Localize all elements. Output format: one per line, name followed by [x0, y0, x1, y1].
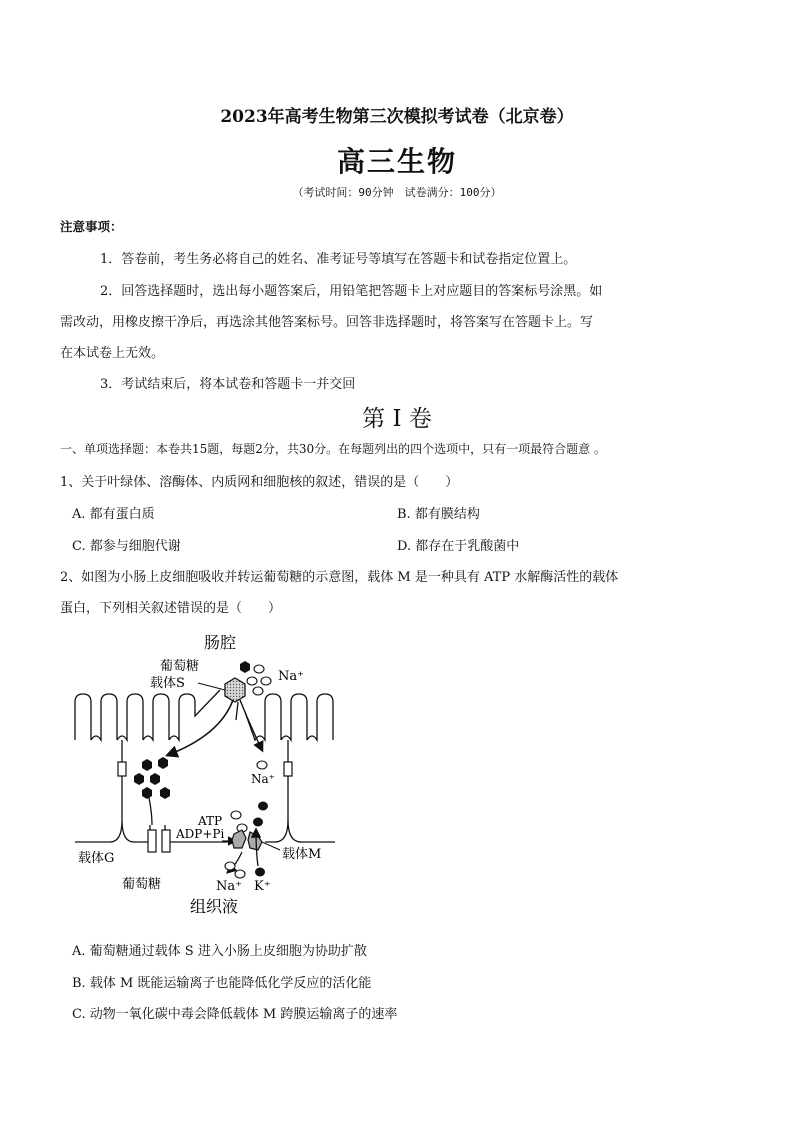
- k-ion-out: [255, 868, 265, 877]
- carrier-s-label: 载体S: [150, 676, 185, 691]
- q2-option-b: B. 载体 M 既能运输离子也能降低化学反应的活化能: [72, 976, 372, 991]
- carrier-g-left: [148, 830, 156, 852]
- atp-label: ATP: [198, 814, 223, 828]
- q1-stem: 1、关于叶绿体、溶酶体、内质网和细胞核的叙述，错误的是（ ）: [60, 475, 459, 490]
- tissue-fluid-label: 组织液: [190, 897, 239, 916]
- q2-stem-2: 蛋白，下列相关叙述错误的是（ ）: [60, 601, 282, 616]
- na-entry-arrow: [240, 700, 262, 750]
- glucose-top: [240, 661, 250, 673]
- note-3: 3．考试结束后，将本试卷和答题卡一并交回: [100, 377, 356, 392]
- lumen-label: 肠腔: [204, 633, 237, 652]
- apical-membrane: [75, 690, 333, 740]
- glucose-in-1: [142, 759, 152, 771]
- subject-title: 高三生物: [336, 145, 457, 178]
- notes-heading: 注意事项：: [60, 219, 123, 234]
- glucose-bottom-label: 葡萄糖: [122, 877, 162, 892]
- na-ion-top-1: [254, 665, 264, 673]
- q1-option-c: C. 都参与细胞代谢: [72, 539, 181, 554]
- adp-label: ADP+Pi: [176, 827, 225, 841]
- glucose-top-label: 葡萄糖: [160, 659, 200, 674]
- na-mid-label: Na⁺: [251, 772, 275, 786]
- na-ion-out-1: [225, 862, 235, 870]
- glucose-in-3: [134, 773, 144, 785]
- note-2: 2．回答选择题时，选出每小题答案后，用铅笔把答题卡上对应题目的答案标号涂黑。如: [100, 284, 603, 299]
- q2-option-c: C. 动物一氧化碳中毒会降低载体 M 跨膜运输离子的速率: [72, 1007, 398, 1022]
- glucose-in-2: [158, 757, 168, 769]
- carrier-g-label: 载体G: [78, 851, 115, 866]
- glucose-in-4: [150, 773, 160, 785]
- exam-meta: （考试时间：90分钟 试卷满分：100分）: [292, 186, 502, 199]
- note-1: 1．答卷前，考生务必将自己的姓名、准考证号等填写在答题卡和试卷指定位置上。: [100, 252, 577, 267]
- cell-transport-diagram: [70, 620, 370, 920]
- carrier-g-right: [162, 830, 170, 852]
- q2-option-a: A. 葡萄糖通过载体 S 进入小肠上皮细胞为协助扩散: [72, 944, 367, 959]
- na-ion-top-4: [253, 687, 263, 695]
- section-title: 第 I 卷: [362, 406, 432, 432]
- q2-stem-1: 2、如图为小肠上皮细胞吸收并转运葡萄糖的示意图，载体 M 是一种具有 ATP 水解酶活性的载体: [60, 570, 619, 585]
- k-ion-m-1: [258, 802, 268, 811]
- na-ion-out-2: [235, 870, 245, 878]
- k-bottom-label: K⁺: [254, 879, 271, 894]
- q1-option-a: A. 都有蛋白质: [72, 507, 155, 522]
- exam-title: 2023年高考生物第三次模拟考试卷（北京卷）: [220, 107, 574, 127]
- carrier-s: [225, 678, 245, 702]
- carrier-m-right: [248, 832, 262, 850]
- tight-junction-right: [284, 762, 292, 776]
- k-ion-m-2: [253, 818, 263, 827]
- tight-junction-left: [118, 762, 126, 776]
- q1-option-b: B. 都有膜结构: [397, 507, 480, 522]
- note-2-end: 在本试卷上无效。: [60, 346, 165, 361]
- carrier-m-label: 载体M: [282, 847, 322, 862]
- na-ion-mid: [257, 761, 267, 769]
- note-2-cont: 需改动，用橡皮擦干净后，再选涂其他答案标号。回答非选择题时，将答案写在答题卡上。写: [60, 315, 594, 330]
- na-bottom-label: Na⁺: [216, 879, 242, 894]
- q1-option-d: D. 都存在于乳酸菌中: [397, 539, 520, 554]
- na-ion-top-3: [261, 677, 271, 685]
- section-instruction: 一、单项选择题：本卷共15题，每题2分，共30分。在每题列出的四个选项中，只有一项最符合题意 。: [60, 442, 606, 456]
- na-ion-top-2: [247, 677, 257, 685]
- glucose-entry-arrow: [168, 700, 233, 755]
- na-ion-m-1: [231, 811, 241, 819]
- glucose-in-6: [160, 787, 170, 799]
- na-top-label: Na⁺: [278, 669, 304, 684]
- carrier-m-left: [232, 830, 246, 848]
